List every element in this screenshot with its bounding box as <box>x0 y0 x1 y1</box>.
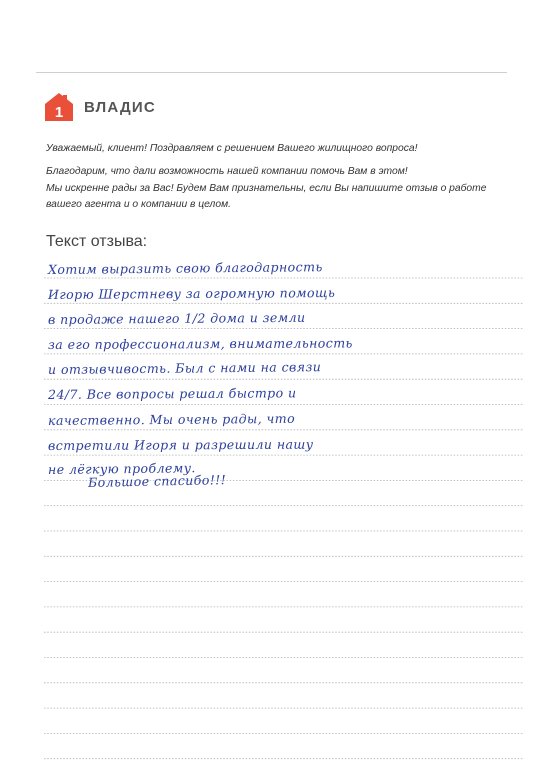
handwritten-line: встретили Игоря и разрешили нашу <box>47 436 314 453</box>
thanks-line: Благодарим, что дали возможность нашей компании помочь Вам в этом! <box>46 166 408 177</box>
ruled-writing-lines <box>44 0 524 768</box>
review-title: Текст отзыва: <box>46 233 148 250</box>
brand-name: ВЛАДИС <box>84 98 156 116</box>
greeting-text: Уважаемый, клиент! Поздравляем с решением Вашего жилищного вопроса! <box>46 143 418 154</box>
handwritten-line: Игорю Шерстневу за огромную помощь <box>47 284 336 302</box>
handwritten-line: Большое спасибо!!! <box>87 472 227 490</box>
logo-digit: 1 <box>54 104 64 121</box>
handwritten-line: за его профессионализм, внимательность <box>47 335 353 352</box>
thanks-line: Мы искренне рады за Вас! Будем Вам признательны, если Вы напишите отзыв о работе <box>46 183 487 194</box>
handwritten-line: и отзывчивость. Был с нами на связи <box>47 359 322 377</box>
handwritten-line: не лёгкую проблему. <box>47 460 196 477</box>
handwritten-line: в продаже нашего 1/2 дома и земли <box>47 309 306 327</box>
handwritten-line: 24/7. Все вопросы решал быстро и <box>47 385 297 402</box>
handwritten-line: качественно. Мы очень рады, что <box>47 410 296 428</box>
handwritten-line: Хотим выразить свою благодарность <box>47 259 323 277</box>
thanks-line: вашего агента и о компании в целом. <box>46 199 231 210</box>
